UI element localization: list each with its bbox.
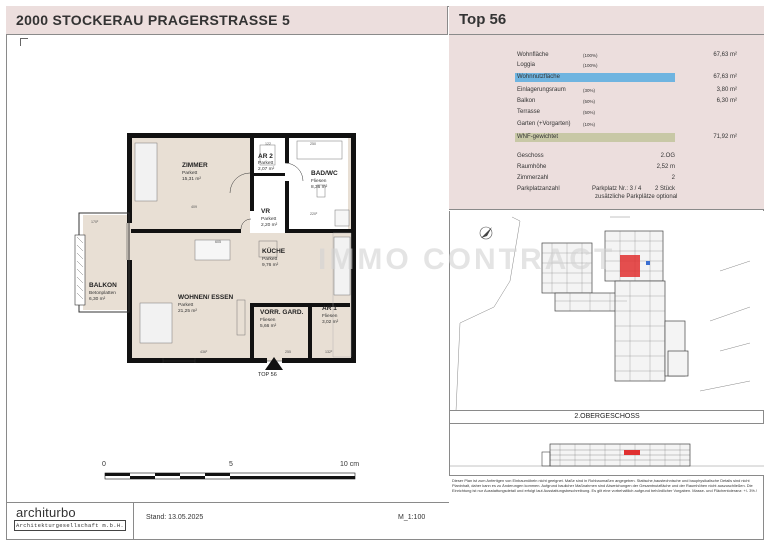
disclaimer: Dieser Plan ist zum Anfertigen von Einbaumöbeln nicht geeignet. Maße sind in Rohbaumaßen angegeben. Statische,haustechnische und bauphysikalische Details sind nicht Planinhalt, daher kann es zu Änderungen kommen. Aufgrund baulicher Maßnahmen sind Abweichungen der Gesamtnutzfläche und der Raumhöhen nicht auszuschließen. Die Einrichtung ist nur Ausstattungsdetail und erfolgt laut Ausstattungsbeschreibung. Es gilt eine vorbehaltlich aufgrund behördlicher Vorgaben. Masse- und Flächentoleranz: +/- 3%.! <box>452 478 758 493</box>
stand-date: Stand: 13.05.2025 <box>146 514 204 521</box>
room-zimmer-floor: Parkett <box>182 171 198 176</box>
area-row: Einlagerungsraum (30%) 3,80 m² <box>517 87 737 93</box>
scale-label-10: 10 cm <box>340 461 360 468</box>
section-view <box>449 424 764 476</box>
watermark <box>318 243 615 277</box>
room-zimmer-name: ZIMMER <box>182 162 208 169</box>
footer-divider <box>6 502 449 503</box>
parkplatz-label: Parkplatzanzahl <box>517 186 560 192</box>
raumhoehe-value: 2,52 m <box>656 164 675 170</box>
parkplatz-nr: Parkplatz Nr.: 3 / 4 <box>592 186 642 192</box>
svg-text:220²: 220² <box>310 212 318 216</box>
svg-text:122: 122 <box>265 142 271 146</box>
svg-text:250: 250 <box>310 142 316 146</box>
room-balkon-area: 6,30 m² <box>89 297 106 302</box>
room-kueche-name: KÜCHE <box>262 248 286 255</box>
svg-text:132²: 132² <box>325 350 333 354</box>
area-row: Balkon (50%) 6,30 m² <box>517 98 737 104</box>
svg-text:409: 409 <box>191 205 197 209</box>
area-row: Wohnfläche (100%) 67,63 m² <box>517 52 737 58</box>
logo-subtitle: Architekturgesellschaft m.b.H. <box>16 522 125 529</box>
room-ar1-floor: Fliesen <box>322 314 338 319</box>
room-bad-floor: Fliesen <box>311 179 327 184</box>
room-balkon-name: BALKON <box>89 282 117 289</box>
unit-title: Top 56 <box>459 11 507 28</box>
room-vorr-name: VORR. GARD. <box>260 309 304 316</box>
address-header <box>6 6 448 35</box>
room-kueche-floor: Parkett <box>262 257 278 262</box>
footer-separator <box>133 503 134 540</box>
area-panel <box>449 35 764 210</box>
address-title: 2000 STOCKERAU PRAGERSTRASSE 5 <box>16 12 291 28</box>
svg-text:605: 605 <box>215 240 221 244</box>
plan-scale: M_1:100 <box>398 514 426 521</box>
room-ar2-floor: Parkett <box>258 161 274 166</box>
site-plan-drawing <box>450 211 764 411</box>
scale-bar <box>100 470 362 484</box>
north-arrow-icon <box>480 227 492 239</box>
scale-label-0: 0 <box>102 461 106 468</box>
geschoss-value: 2.OG <box>660 153 675 159</box>
room-ar2-name: AR 2 <box>258 153 273 160</box>
room-zimmer-area: 15,31 m² <box>182 177 201 182</box>
room-balkon-floor: Betonplatten <box>89 291 116 296</box>
crop-mark <box>20 38 28 46</box>
svg-text:436²: 436² <box>200 350 208 354</box>
scale-label-5: 5 <box>229 461 233 468</box>
entry-label: TOP 56 <box>258 372 277 378</box>
room-bad-name: BAD/WC <box>311 170 338 177</box>
unit-highlight <box>620 255 640 277</box>
parkplatz-count: 2 Stück <box>654 186 675 192</box>
room-ar1-area: 3,02 m² <box>322 320 339 325</box>
room-kueche-area: 9,76 m² <box>262 263 279 268</box>
area-row: Garten (+Vorgarten) (10%) <box>517 121 596 127</box>
room-vorr-area: 5,66 m² <box>260 324 277 329</box>
geschoss-label: Geschoss <box>517 153 544 159</box>
room-bad-area: 8,36 m² <box>311 185 328 190</box>
area-row: WNF-gewichtet 71,92 m² <box>517 134 737 140</box>
unit-header <box>449 6 764 35</box>
parkplatz-optional: zusätzliche Parkplätze optional <box>595 194 678 200</box>
site-plan <box>449 211 764 411</box>
logo-text: architurbo <box>16 505 76 520</box>
unit-section-highlight <box>624 450 640 455</box>
raumhoehe-label: Raumhöhe <box>517 164 547 170</box>
room-wohnen-name: WOHNEN/ ESSEN <box>178 294 234 301</box>
area-row: Wohnnutzfläche 67,63 m² <box>517 74 737 80</box>
floor-label: 2.OBERGESCHOSS <box>449 411 764 424</box>
room-ar2-area: 2,07 m² <box>258 167 275 172</box>
zimmer-label: Zimmerzahl <box>517 175 549 181</box>
room-wohnen-floor: Parkett <box>178 303 194 308</box>
room-vorr-floor: Fliesen <box>260 318 276 323</box>
room-wohnen-area: 21,25 m² <box>178 309 197 314</box>
watermark-text: IMMO CONTRACT <box>318 243 616 276</box>
area-row: Terrasse (50%) <box>517 109 596 115</box>
room-vr-floor: Parkett <box>261 217 277 222</box>
room-ar1-name: AR 1 <box>322 305 337 312</box>
zimmer-value: 2 <box>671 175 675 181</box>
svg-text:255: 255 <box>285 350 291 354</box>
logo-frame <box>14 520 126 531</box>
svg-text:170²: 170² <box>91 220 99 224</box>
area-row: Loggia (100%) <box>517 62 598 68</box>
company-logo <box>12 505 130 535</box>
room-vr-area: 2,20 m² <box>261 223 278 228</box>
room-vr-name: VR <box>261 208 271 215</box>
